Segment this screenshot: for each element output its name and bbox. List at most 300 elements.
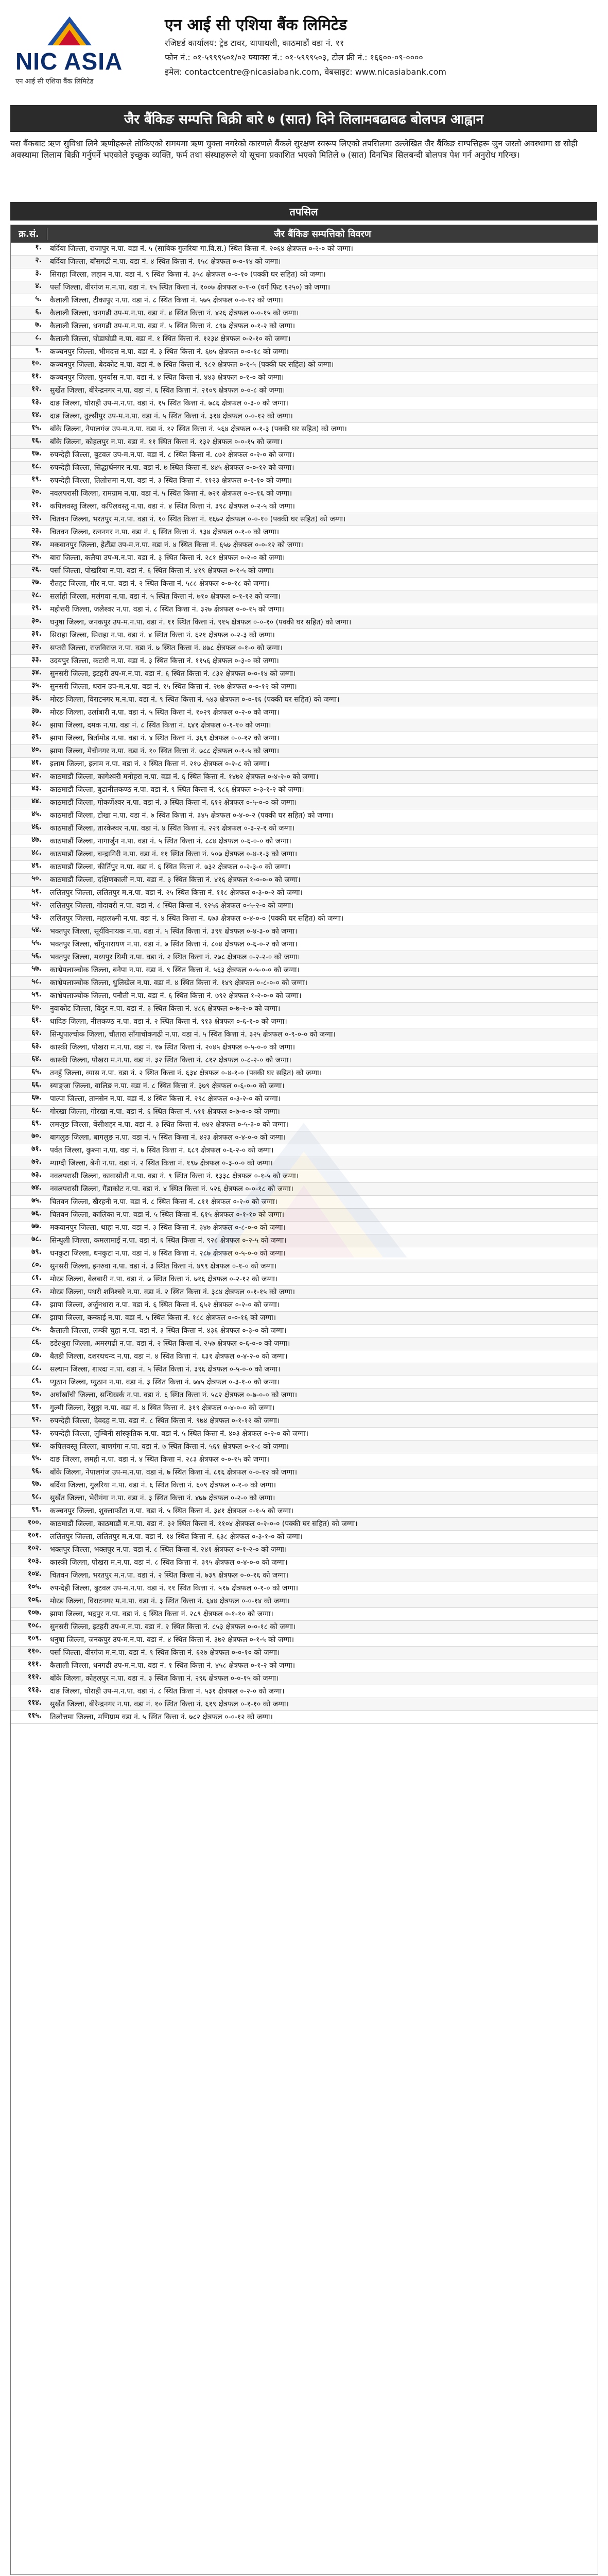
row-serial: ५८. [31,977,42,986]
table-row [11,809,598,822]
row-description: अर्घाखाँची जिल्ला, सन्धिखर्क न.पा. वडा नं. ६ स्थित कित्ता नं. ५८२ क्षेत्रफल ०-७-०-० को जग्गा। [50,1391,298,1399]
table-row [11,668,598,681]
row-serial: १११. [27,1660,42,1668]
row-description: नवलपरासी जिल्ला, रामग्राम न.पा. वडा नं. ५ स्थित कित्ता नं. ७२१ क्षेत्रफल ०-०-१६ को जग्गा। [50,489,292,498]
row-description: बाँके जिल्ला, कोहलपुर न.पा. वडा नं. ११ स्थित कित्ता नं. १३२ क्षेत्रफल ०-०-१५ को जग्गा। [50,438,283,446]
row-description: बागलुङ जिल्ला, बागलुङ न.पा. वडा नं. ५ स्थित कित्ता नं. ४२३ क्षेत्रफल ०-४-०-० को जग्गा। [50,1133,286,1142]
row-description: गोरखा जिल्ला, गोरखा न.पा. वडा नं. ६ स्थित कित्ता नं. ५११ क्षेत्रफल ०-७-०-० को जग्गा। [50,1108,280,1116]
row-serial: ४२. [31,771,42,779]
row-serial: ५. [35,295,42,303]
row-serial: १६. [31,436,42,445]
table-row [11,771,598,784]
row-description: मोरङ जिल्ला, उर्लाबारी न.पा. वडा नं. ५ स्थित कित्ता नं. १०२९ क्षेत्रफल ०-२-० को जग्गा। [50,708,280,717]
row-serial: ८२. [31,1286,42,1295]
row-description: दाङ जिल्ला, तुल्सीपुर उप-म.न.पा. वडा नं. ५ स्थित कित्ता नं. ३१४ क्षेत्रफल ०-०-१२ को जग्गा। [50,412,293,420]
row-serial: १७. [31,449,42,457]
row-description: कञ्चनपुर जिल्ला, भीमदत्त न.पा. वडा नं. ३ स्थित कित्ता नं. ६७५ क्षेत्रफल ०-०-१८ को जग्गा। [50,348,289,356]
row-description: कैलाली जिल्ला, टीकापुर न.पा. वडा नं. ८ स्थित कित्ता नं. ५७५ क्षेत्रफल ०-०-१२ को जग्गा। [50,296,283,304]
row-description: रुपन्देही जिल्ला, लुम्बिनी सांस्कृतिक न.पा. वडा नं. ५ स्थित कित्ता नं. ४०३ क्षेत्रफल ०-२-० को जग्गा। [50,1430,309,1438]
table-row [11,693,598,706]
row-description: सुर्खेत जिल्ला, बीरेन्द्रनगर न.पा. वडा नं. १० स्थित कित्ता नं. ६१९ क्षेत्रफल ०-१-१० को जग्गा। [50,1700,289,1708]
row-serial: ५४. [31,926,42,934]
row-description: म्याग्दी जिल्ला, बेनी न.पा. वडा नं. २ स्थित कित्ता नं. १९७ क्षेत्रफल ०-३-०-० को जग्गा। [50,1159,273,1167]
row-description: काठमाडौं जिल्ला, चन्द्रागिरी न.पा. वडा नं. ११ स्थित कित्ता नं. ५०७ क्षेत्रफल ०-४-१-३ को जग्गा। [50,850,298,858]
table-row [11,1376,598,1389]
row-description: सुनसरी जिल्ला, इनरुवा न.पा. वडा नं. ३ स्थित कित्ता नं. ४९९ क्षेत्रफल ०-१-० को जग्गा। [50,1262,277,1270]
row-description: कास्की जिल्ला, पोखरा म.न.पा. वडा नं. ८ स्थित कित्ता नं. ३९५ क्षेत्रफल ०-४-०-० को जग्गा। [50,1558,288,1567]
table-row [11,1389,598,1402]
row-description: चितवन जिल्ला, भरतपुर म.न.पा. वडा नं. २ स्थित कित्ता नं. ७३९ क्षेत्रफल ०-०-१६ को जग्गा। [50,1571,289,1580]
row-serial: १४. [31,411,42,419]
table-row [11,359,598,371]
row-serial: ७. [35,320,42,329]
row-serial: ९१. [31,1402,42,1411]
row-description: भक्तपुर जिल्ला, भक्तपुर न.पा. वडा नं. ८ स्थित कित्ता नं. २४१ क्षेत्रफल ०-१-२-० को जग्गा। [50,1546,287,1554]
row-description: पाल्पा जिल्ला, तानसेन न.पा. वडा नं. ४ स्थित कित्ता नं. २९८ क्षेत्रफल ०-३-२-० को जग्गा। [50,1095,281,1103]
table-row [11,436,598,449]
row-serial: २२. [31,514,42,522]
table-row [11,1672,598,1685]
row-serial: १०२. [27,1544,42,1552]
row-serial: ७३. [31,1171,42,1179]
row-description: डडेल्धुरा जिल्ला, अमरगढी न.पा. वडा नं. २ स्थित कित्ता नं. २५७ क्षेत्रफल ०-६-०-० को जग्गा। [50,1340,290,1348]
logo-text: NIC ASIA [15,48,123,75]
row-serial: ५३. [31,913,42,921]
row-serial: ८७. [31,1351,42,1359]
table-row [11,1711,598,1724]
table-row [11,1518,598,1531]
row-description: काठमाडौं जिल्ला, टोखा न.पा. वडा नं. ७ स्थित कित्ता नं. ३४५ क्षेत्रफल ०-४-०-२ (पक्की घर सहित) को जग्गा। [50,811,334,820]
row-description: धादिङ जिल्ला, नीलकण्ठ न.पा. वडा नं. २ स्थित कित्ता नं. ९१३ क्षेत्रफल ०-६-१-० को जग्गा। [50,1018,287,1026]
row-serial: ८१. [31,1274,42,1282]
table-row [11,1595,598,1608]
table-row [11,1350,598,1363]
row-description: चितवन जिल्ला, रत्ननगर न.पा. वडा नं. ६ स्थित कित्ता नं. ९३४ क्षेत्रफल ०-१-० को जग्गा। [50,528,280,536]
row-description: कैलाली जिल्ला, लम्की चुहा न.पा. वडा नं. ३ स्थित कित्ता नं. ४३६ क्षेत्रफल ०-३-० को जग्गा। [50,1327,287,1335]
table-row [11,590,598,603]
row-description: रुपन्देही जिल्ला, सिद्धार्थनगर न.पा. वडा नं. ७ स्थित कित्ता नं. ४४५ क्षेत्रफल ०-०-१२ को जग्गा। [50,464,294,472]
row-serial: ५१. [31,887,42,895]
table-row [11,1531,598,1544]
row-description: काठमाडौं जिल्ला, काठमाडौं म.न.पा. वडा नं. ३२ स्थित कित्ता नं. ११०४ क्षेत्रफल ०-२-०-० (पक्की घर सहित) को जग्गा। [50,1520,358,1528]
row-description: काठमाडौं जिल्ला, कीर्तिपुर न.पा. वडा नं. ६ स्थित कित्ता नं. ७३२ क्षेत्रफल ०-२-३-० को जग्गा। [50,863,291,871]
row-description: काठमाडौं जिल्ला, गोकर्णेश्वर न.पा. वडा नं. ३ स्थित कित्ता नं. ६१२ क्षेत्रफल ०-५-०-० को जग्गा। [50,799,297,807]
row-description: गुल्मी जिल्ला, रेसुङ्गा न.पा. वडा नं. ४ स्थित कित्ता नं. ३१९ क्षेत्रफल ०-४-०-० को जग्गा। [50,1404,275,1412]
row-description: कपिलवस्तु जिल्ला, बाणगंगा न.पा. वडा नं. ७ स्थित कित्ता नं. ५६१ क्षेत्रफल ०-१-८ को जग्गा। [50,1443,289,1451]
table-row [11,1067,598,1080]
row-description: झापा जिल्ला, मेचीनगर न.पा. वडा नं. १० स्थित कित्ता नं. ७८८ क्षेत्रफल ०-१-५ को जग्गा। [50,747,280,755]
row-description: काभ्रेपलाञ्चोक जिल्ला, धुलिखेल न.पा. वडा नं. ४ स्थित कित्ता नं. १४९ क्षेत्रफल ०-८-०-० को जग्गा। [50,979,308,987]
row-description: कैलाली जिल्ला, धनगढी उप-म.न.पा. वडा नं. ५ स्थित कित्ता नं. ८९७ क्षेत्रफल ०-१-२ को जग्गा। [50,322,296,330]
notice-title: जैर बैंकिङ सम्पत्ति बिक्री बारे ७ (सात) दिने लिलामबढाबढ बोलपत्र आह्वान [10,105,597,132]
table-row [11,1647,598,1659]
table-row [11,243,598,256]
row-serial: १५. [31,423,42,432]
table-row [11,1608,598,1621]
table-row [11,1685,598,1698]
schedule-heading: तपसिल [10,202,597,221]
row-description: मोरङ जिल्ला, विराटनगर म.न.पा. वडा नं. ९ स्थित कित्ता नं. ५४३ क्षेत्रफल ०-०-१६ (पक्की घर सहित) को जग्गा। [50,696,340,704]
row-description: कञ्चनपुर जिल्ला, पुनर्वास न.पा. वडा नं. ४ स्थित कित्ता नं. ४४३ क्षेत्रफल ०-१-० को जग्गा। [50,374,284,382]
row-description: बैतडी जिल्ला, दशरथचन्द न.पा. वडा नं. ४ स्थित कित्ता नं. ६३१ क्षेत्रफल ०-४-२-० को जग्गा। [50,1352,288,1361]
row-serial: ८६. [31,1338,42,1346]
table-row [11,1428,598,1440]
row-description: रौतहट जिल्ला, गौर न.पा. वडा नं. २ स्थित कित्ता नं. ५८८ क्षेत्रफल ०-०-१८ को जग्गा। [50,580,270,588]
row-description: दाङ जिल्ला, घोराही उप-म.न.पा. वडा नं. १५ स्थित कित्ता नं. ७८६ क्षेत्रफल ०-३-० को जग्गा। [50,399,288,408]
row-description: काभ्रेपलाञ्चोक जिल्ला, बनेपा न.पा. वडा नं. ९ स्थित कित्ता नं. ५६३ क्षेत्रफल ०-५-०-० को जग्गा। [50,966,300,974]
row-description: सर्लाही जिल्ला, मलंगवा न.पा. वडा नं. ५ स्थित कित्ता नं. ७१० क्षेत्रफल ०-१-१२ को जग्गा। [50,592,281,601]
row-serial: ९०. [31,1389,42,1398]
table-row [11,1634,598,1647]
row-serial: ६५. [31,1067,42,1076]
row-description: सिन्धुपाल्चोक जिल्ला, चौतारा साँगाचोकगढी न.पा. वडा नं. ५ स्थित कित्ता नं. ३२५ क्षेत्रफल ०-९-०-० को जग्गा। [50,1030,336,1039]
row-description: झापा जिल्ला, भद्रपुर न.पा. वडा नं. ६ स्थित कित्ता नं. २८९ क्षेत्रफल ०-१-१० को जग्गा। [50,1610,273,1618]
row-description: नुवाकोट जिल्ला, विदुर न.पा. वडा नं. ३ स्थित कित्ता नं. ४८६ क्षेत्रफल ०-७-२-० को जग्गा। [50,1005,281,1013]
row-serial: ११४. [27,1699,42,1707]
row-description: लमजुङ जिल्ला, बेंसीशहर न.पा. वडा नं. ३ स्थित कित्ता नं. ७४२ क्षेत्रफल ०-५-३-० को जग्गा। [50,1121,289,1129]
table-row [11,938,598,951]
row-serial: ९९. [31,1505,42,1514]
table-row [11,268,598,281]
watermark-logo-icon [196,1082,412,1298]
table-row [11,629,598,642]
company-info [165,13,597,78]
row-description: सुनसरी जिल्ला, इटहरी उप-म.न.पा. वडा नं. २ स्थित कित्ता नं. ८५३ क्षेत्रफल ०-०-१८ को जग्गा। [50,1623,296,1631]
table-row [11,835,598,848]
row-serial: १००. [27,1518,42,1527]
row-description: सिन्धुली जिल्ला, कमलामाई न.पा. वडा नं. ६ स्थित कित्ता नं. ९२८ क्षेत्रफल ०-२-५ को जग्गा। [50,1236,287,1245]
table-row [11,887,598,900]
asset-table [10,225,598,2575]
row-description: बारा जिल्ला, कलैया उप-म.न.पा. वडा नं. ३ स्थित कित्ता नं. २८१ क्षेत्रफल ०-२-० को जग्गा। [50,554,285,562]
row-serial: ३९. [31,733,42,741]
row-serial: ४१. [31,758,42,767]
row-description: नवलपरासी जिल्ला, कावासोती न.पा. वडा नं. ९ स्थित कित्ता नं. १३३८ क्षेत्रफल ०-१-५ को जग्गा। [50,1172,299,1180]
table-row [11,1312,598,1325]
row-description: महोत्तरी जिल्ला, जलेश्वर न.पा. वडा नं. ८ स्थित कित्ता नं. ३२७ क्षेत्रफल ०-०-१५ को जग्गा। [50,605,284,614]
table-row [11,1028,598,1041]
row-description: झापा जिल्ला, कन्काई न.पा. वडा नं. ५ स्थित कित्ता नं. १८८ क्षेत्रफल ०-०-१६ को जग्गा। [50,1314,276,1322]
table-row [11,655,598,668]
table-row [11,1415,598,1428]
row-description: सिराहा जिल्ला, लहान न.पा. वडा नं. ९ स्थित कित्ता नं. ३५८ क्षेत्रफल ०-०-१० (पक्की घर सहित) को जग्गा। [50,270,326,279]
table-row [11,732,598,745]
row-description: कैलाली जिल्ला, घोडाघोडी न.पा. वडा नं. १ स्थित कित्ता नं. १२३४ क्षेत्रफल ०-२-१० को जग्गा। [50,335,291,343]
row-serial: ७१. [31,1145,42,1153]
row-description: धनुषा जिल्ला, जनकपुर उप-म.न.पा. वडा नं. ११ स्थित कित्ता नं. ९१५ क्षेत्रफल ०-०-१० (पक्की घर सहित) को जग्गा। [50,618,352,626]
row-serial: १०६. [27,1596,42,1604]
bank-logo [15,15,144,88]
row-description: इलाम जिल्ला, इलाम न.पा. वडा नं. २ स्थित कित्ता नं. २१७ क्षेत्रफल ०-२-८ को जग्गा। [50,760,270,768]
row-serial: ६८. [31,1106,42,1114]
table-row [11,642,598,655]
table-row [11,1453,598,1466]
row-description: धनकुटा जिल्ला, धनकुटा न.पा. वडा नं. ४ स्थित कित्ता नं. २८७ क्षेत्रफल ०-५-०-० को जग्गा। [50,1249,286,1258]
row-description: भक्तपुर जिल्ला, मध्यपुर थिमी न.पा. वडा नं. २ स्थित कित्ता नं. २७८ क्षेत्रफल ०-२-२-० को जग्गा। [50,953,300,961]
table-row [11,1544,598,1556]
table-row [11,1299,598,1312]
table-header [11,225,598,243]
row-serial: ६७. [31,1093,42,1101]
table-row [11,423,598,436]
row-serial: ११०. [27,1647,42,1655]
table-row [11,964,598,977]
row-serial: ५५. [31,939,42,947]
col-header-desc: जैर बैंकिङ सम्पत्तिको विवरण [274,229,371,240]
table-row [11,552,598,565]
company-name: एन आई सी एशिया बैंक लिमिटेड [165,16,347,34]
row-serial: १०५. [27,1583,42,1591]
row-serial: ६. [35,308,42,316]
table-row [11,320,598,333]
row-serial: ४. [35,282,42,290]
table-row [11,1556,598,1569]
row-serial: ७०. [31,1132,42,1140]
table-row [11,526,598,539]
row-serial: ५०. [31,874,42,883]
row-serial: १०७. [27,1608,42,1617]
table-row [11,449,598,462]
row-serial: ९२. [31,1415,42,1423]
table-row [11,1440,598,1453]
row-description: बाँके जिल्ला, नेपालगंज उप-म.न.पा. वडा नं. ७ स्थित कित्ता नं. ८१६ क्षेत्रफल ०-०-१२ को जग्गा। [50,1468,298,1477]
row-description: नवलपरासी जिल्ला, गैंडाकोट न.पा. वडा नं. ४ स्थित कित्ता नं. ५२६ क्षेत्रफल ०-०-१८ को जग्गा। [50,1185,293,1193]
row-serial: ४९. [31,861,42,870]
row-description: पर्वत जिल्ला, कुश्मा न.पा. वडा नं. ७ स्थित कित्ता नं. ६८९ क्षेत्रफल ०-६-२-० को जग्गा। [50,1146,274,1155]
table-row [11,281,598,294]
row-serial: ९७. [31,1480,42,1488]
table-row [11,384,598,397]
table-row [11,874,598,887]
row-serial: १०९. [27,1634,42,1642]
row-serial: २. [35,256,42,264]
row-serial: ६२. [31,1029,42,1037]
row-description: सुनसरी जिल्ला, धरान उप-म.न.पा. वडा नं. १५ स्थित कित्ता नं. २७७ क्षेत्रफल ०-०-१२ को जग्गा। [50,683,297,691]
row-description: सल्यान जिल्ला, शारदा न.पा. वडा नं. ५ स्थित कित्ता नं. ३९६ क्षेत्रफल ०-५-०-० को जग्गा। [50,1365,281,1374]
row-description: रुपन्देही जिल्ला, बुटवल उप-म.न.पा. वडा नं. ११ स्थित कित्ता नं. ५१७ क्षेत्रफल ०-१-० को जग्गा। [50,1584,299,1592]
table-row [11,487,598,500]
table-row [11,951,598,964]
row-serial: ८८. [31,1364,42,1372]
notice-intro: यस बैंकबाट ऋण सुविधा लिने ऋणीहरूले तोकिएको समयमा ऋण चुक्ता नगरेको कारणले बैंकले सुरक्षण स्वरूप लिएको तपसिलमा उल्लेखित जैर बैंकिङ सम्पत्तिहरू जुन जस्तो अवस्थामा छ सोही अवस्थामा लिलाम बिक्री गर्नुपर्ने भएकोले इच्छुक व्यक्ति, फर्म तथा संस्थाहरूले यो सूचना प्रकाशित भएको मितिले ७ (सात) दिनभित्र सिलबन्दी बोलपत्र पेश गर्न अनुरोध गरिन्छ। [10,139,578,160]
row-serial: ६०. [31,1003,42,1011]
table-row [11,1505,598,1518]
row-serial: ८०. [31,1261,42,1269]
row-serial: ७२. [31,1158,42,1166]
row-serial: ७७. [31,1222,42,1230]
row-description: ललितपुर जिल्ला, गोदावरी न.पा. वडा नं. ८ स्थित कित्ता नं. १२५६ क्षेत्रफल ०-५-२-० को जग्गा। [50,902,294,910]
row-description: मकवानपुर जिल्ला, हेटौंडा उप-म.न.पा. वडा नं. ४ स्थित कित्ता नं. ६५७ क्षेत्रफल ०-०-१२ को जग्गा। [50,541,303,549]
row-serial: ८५. [31,1325,42,1333]
row-serial: ८३. [31,1299,42,1308]
row-description: भक्तपुर जिल्ला, चाँगुनारायण न.पा. वडा नं. ७ स्थित कित्ता नं. ८०४ क्षेत्रफल ०-६-०-२ को जग्गा। [50,940,298,948]
row-serial: ६३. [31,1042,42,1050]
row-description: सिराहा जिल्ला, सिराहा न.पा. वडा नं. ४ स्थित कित्ता नं. ६२१ क्षेत्रफल ०-२-३ को जग्गा। [50,631,275,639]
table-row [11,1569,598,1582]
row-serial: ४५. [31,810,42,818]
row-serial: ८९. [31,1377,42,1385]
row-description: दाङ जिल्ला, लमही न.पा. वडा नं. ४ स्थित कित्ता नं. २८३ क्षेत्रफल ०-०-१५ को जग्गा। [50,1455,269,1464]
row-description: कपिलवस्तु जिल्ला, कपिलवस्तु न.पा. वडा नं. ४ स्थित कित्ता नं. ३९८ क्षेत्रफल ०-२-५ को जग्गा। [50,502,295,511]
row-serial: ३६. [31,694,42,702]
row-serial: ११२. [27,1673,42,1681]
row-serial: ४८. [31,849,42,857]
row-serial: ७५. [31,1196,42,1205]
row-description: कञ्चनपुर जिल्ला, शुक्लाफाँटा न.पा. वडा नं. ५ स्थित कित्ता नं. ३४१ क्षेत्रफल ०-१-५ को जग्गा। [50,1507,294,1515]
row-description: स्याङ्जा जिल्ला, वालिङ न.पा. वडा नं. ८ स्थित कित्ता नं. ३७९ क्षेत्रफल ०-६-०-० को जग्गा। [50,1082,285,1090]
table-row [11,1698,598,1711]
row-description: प्युठान जिल्ला, प्युठान न.पा. वडा नं. ३ स्थित कित्ता नं. ७४५ क्षेत्रफल ०-३-१-० को जग्गा। [50,1378,280,1386]
row-description: काठमाडौं जिल्ला, तारकेश्वर न.पा. वडा नं. ४ स्थित कित्ता नं. २२९ क्षेत्रफल ०-३-२-१ को जग्गा। [50,824,295,833]
row-description: मोरङ जिल्ला, बेलबारी न.पा. वडा नं. ७ स्थित कित्ता नं. ७१६ क्षेत्रफल ०-२-१२ को जग्गा। [50,1275,278,1283]
table-row [11,900,598,912]
row-serial: ११५. [27,1711,42,1720]
row-description: उदयपुर जिल्ला, कटारी न.पा. वडा नं. ३ स्थित कित्ता नं. ११५६ क्षेत्रफल ०-३-० को जग्गा। [50,657,279,665]
row-serial: ९. [35,346,42,354]
row-serial: १२. [31,385,42,393]
table-row [11,1659,598,1672]
logo-mark-icon [46,15,93,46]
row-serial: २६. [31,565,42,573]
row-serial: २७. [31,578,42,586]
table-row [11,706,598,719]
table-row [11,784,598,796]
table-row [11,912,598,925]
row-description: बाँके जिल्ला, नेपालगंज उप-म.न.पा. वडा नं. १२ स्थित कित्ता नं. ५६४ क्षेत्रफल ०-१-३ (पक्की घर सहित) को जग्गा। [50,425,347,433]
row-serial: ४३. [31,784,42,792]
row-serial: ३२. [31,642,42,651]
table-row [11,1325,598,1337]
row-description: ललितपुर जिल्ला, महालक्ष्मी न.पा. वडा नं. ४ स्थित कित्ता नं. ६७३ क्षेत्रफल ०-४-०-० (पक्की घर सहित) को जग्गा। [50,914,344,923]
row-serial: ३. [35,269,42,277]
row-serial: ५६. [31,952,42,960]
table-row [11,1466,598,1479]
table-row [11,500,598,513]
table-row [11,1054,598,1067]
table-row [11,333,598,346]
row-description: सुर्खेत जिल्ला, भेरीगंगा न.पा. वडा नं. ३ स्थित कित्ता नं. ४७७ क्षेत्रफल ०-२-० को जग्गा। [50,1494,275,1502]
row-serial: १०३. [27,1557,42,1565]
row-serial: ४६. [31,823,42,831]
table-row [11,745,598,758]
row-description: मोरङ जिल्ला, पथरी शनिश्चरे न.पा. वडा नं. २ स्थित कित्ता नं. ३८४ क्षेत्रफल ०-१-१५ को जग्गा। [50,1288,295,1296]
table-row [11,397,598,410]
row-serial: ३०. [31,617,42,625]
row-serial: ३५. [31,681,42,689]
row-serial: ९६. [31,1467,42,1475]
row-description: कास्की जिल्ला, पोखरा म.न.पा. वडा नं. ३२ स्थित कित्ता नं. ८१२ क्षेत्रफल ०-८-२-० को जग्गा। [50,1056,291,1064]
row-description: झापा जिल्ला, अर्जुनधारा न.पा. वडा नं. ६ स्थित कित्ता नं. ६५२ क्षेत्रफल ०-२-० को जग्गा। [50,1301,280,1309]
table-row [11,462,598,474]
row-description: ललितपुर जिल्ला, ललितपुर म.न.पा. वडा नं. २५ स्थित कित्ता नं. ११८ क्षेत्रफल ०-३-०-२ को जग्गा। [50,889,303,897]
row-description: चितवन जिल्ला, खैरहनी न.पा. वडा नं. ८ स्थित कित्ता नं. ८११ क्षेत्रफल ०-२-० को जग्गा। [50,1198,277,1206]
row-description: काठमाडौं जिल्ला, नागार्जुन न.पा. वडा नं. ५ स्थित कित्ता नं. ८८४ क्षेत्रफल ०-६-०-० को जग्गा। [50,837,291,845]
row-serial: ३४. [31,668,42,676]
table-row [11,1621,598,1634]
row-serial: ६१. [31,1016,42,1024]
row-description: तिलोत्तमा जिल्ला, मणिग्राम वडा नं. ५ स्थित कित्ता नं. ७८२ क्षेत्रफल ०-०-१२ को जग्गा। [50,1713,273,1721]
table-row [11,346,598,359]
row-serial: ९५. [31,1454,42,1462]
table-row [11,1003,598,1015]
row-serial: २४. [31,539,42,548]
row-serial: ३१. [31,630,42,638]
row-serial: १०४. [27,1570,42,1578]
header [10,10,597,98]
table-row [11,565,598,578]
row-description: बर्दिया जिल्ला, गुलरिया न.पा. वडा नं. ६ स्थित कित्ता नं. ६०९ क्षेत्रफल ०-१-० को जग्गा। [50,1481,276,1489]
row-serial: ३७. [31,707,42,715]
row-description: रुपन्देही जिल्ला, बुटवल उप-म.न.पा. वडा नं. ८ स्थित कित्ता नं. ८७२ क्षेत्रफल ०-२-० को जग्गा। [50,451,294,459]
row-description: धनुषा जिल्ला, जनकपुर उप-म.न.पा. वडा नं. ४ स्थित कित्ता नं. ३७२ क्षेत्रफल ०-१-५ को जग्गा। [50,1636,294,1644]
row-description: रुपन्देही जिल्ला, देवदह न.पा. वडा नं. ८ स्थित कित्ता नं. ९७४ क्षेत्रफल ०-१-१२ को जग्गा। [50,1417,280,1425]
row-serial: २१. [31,501,42,509]
table-row [11,616,598,629]
row-description: पर्सा जिल्ला, वीरगंज म.न.पा. वडा नं. ९ स्थित कित्ता नं. ६२७ क्षेत्रफल ०-०-१० को जग्गा। [50,1649,280,1657]
row-serial: ७८. [31,1235,42,1243]
row-serial: ५९. [31,990,42,998]
row-description: मकवानपुर जिल्ला, थाहा न.पा. वडा नं. ३ स्थित कित्ता नं. ३४७ क्षेत्रफल ०-८-०-० को जग्गा। [50,1224,286,1232]
row-serial: ९८. [31,1493,42,1501]
row-serial: २८. [31,591,42,599]
row-serial: ८. [35,333,42,342]
table-body [11,243,598,1724]
row-description: चितवन जिल्ला, कालिका न.पा. वडा नं. ५ स्थित कित्ता नं. ६१५ क्षेत्रफल ०-१-१० को जग्गा। [50,1211,285,1219]
row-description: झापा जिल्ला, दमक न.पा. वडा नं. ८ स्थित कित्ता नं. ६४१ क्षेत्रफल ०-१-१० को जग्गा। [50,721,271,730]
row-serial: २०. [31,488,42,496]
table-row [11,371,598,384]
row-description: सुर्खेत जिल्ला, बीरेन्द्रनगर न.पा. वडा नं. ६ स्थित कित्ता नं. २१०९ क्षेत्रफल ०-०-८ को जग्गा। [50,386,285,395]
table-row [11,1337,598,1350]
row-description: पर्सा जिल्ला, वीरगंज म.न.पा. वडा नं. १५ स्थित कित्ता नं. १००७ क्षेत्रफल ०-१-० (वर्ग फिट १२५०) को जग्गा। [50,283,331,292]
table-row [11,1041,598,1054]
row-serial: ११३. [27,1686,42,1694]
table-row [11,1015,598,1028]
row-serial: २५. [31,552,42,561]
row-serial: ३३. [31,655,42,664]
row-description: काभ्रेपलाञ्चोक जिल्ला, पनौती न.पा. वडा नं. ६ स्थित कित्ता नं. ७९२ क्षेत्रफल १-२-०-० को जग्गा। [50,992,302,1000]
table-row [11,990,598,1003]
table-row [11,925,598,938]
row-serial: २९. [31,604,42,612]
row-description: पर्सा जिल्ला, पोखरिया न.पा. वडा नं. ६ स्थित कित्ता नं. ४१९ क्षेत्रफल ०-१-५ को जग्गा। [50,567,274,575]
row-description: सप्तरी जिल्ला, राजविराज न.पा. वडा नं. ७ स्थित कित्ता नं. ४७८ क्षेत्रफल ०-१-० को जग्गा। [50,644,283,652]
row-serial: ४७. [31,836,42,844]
row-description: ललितपुर जिल्ला, ललितपुर म.न.पा. वडा नं. १४ स्थित कित्ता नं. ६३८ क्षेत्रफल ०-३-१-० को जग्गा। [50,1533,303,1541]
row-description: कञ्चनपुर जिल्ला, बेदकोट न.पा. वडा नं. ७ स्थित कित्ता नं. ९८२ क्षेत्रफल ०-१-५ (पक्की घर सहित) को जग्गा। [50,361,334,369]
row-description: भक्तपुर जिल्ला, सूर्यविनायक न.पा. वडा नं. ५ स्थित कित्ता नं. ३९१ क्षेत्रफल ०-४-३-० को जग्गा। [50,927,298,936]
row-serial: ४०. [31,745,42,754]
row-serial: १३. [31,398,42,406]
table-row [11,719,598,732]
row-description: बाँके जिल्ला, कोहलपुर न.पा. वडा नं. ३ स्थित कित्ता नं. २९६ क्षेत्रफल ०-०-१५ को जग्गा। [50,1674,279,1683]
row-serial: १०१. [27,1531,42,1539]
row-serial: ९४. [31,1441,42,1449]
row-description: कास्की जिल्ला, पोखरा म.न.पा. वडा नं. १७ स्थित कित्ता नं. २०४५ क्षेत्रफल ०-५-०-० को जग्गा। [50,1043,296,1052]
table-row [11,861,598,874]
table-row [11,758,598,771]
company-web: इमेल: contactcentre@nicasiabank.com, वेबसाइट: www.nicasiabank.com [165,67,446,77]
row-serial: १०८. [27,1621,42,1630]
row-serial: ५२. [31,900,42,908]
row-serial: ३८. [31,720,42,728]
table-row [11,977,598,990]
row-description: कैलाली जिल्ला, धनगढी उप-म.न.पा. वडा नं. ४ स्थित कित्ता नं. ४२६ क्षेत्रफल ०-०-१५ को जग्गा। [50,309,299,317]
table-row [11,539,598,552]
table-row [11,1402,598,1415]
row-serial: १०. [31,359,42,367]
table-row [11,1492,598,1505]
